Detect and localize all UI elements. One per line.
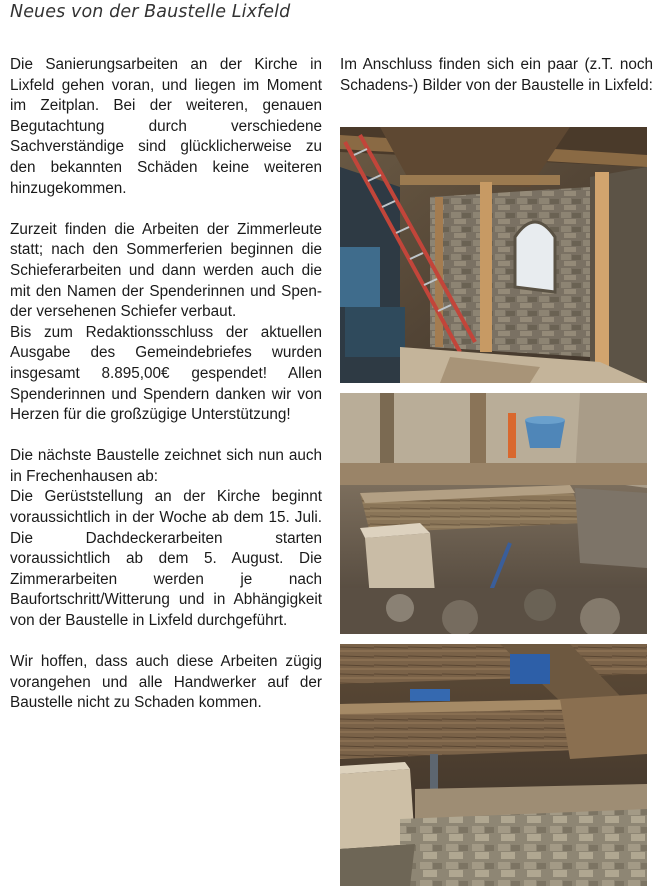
paragraph-donations: Bis zum Redaktionsschluss der aktuellen Ausgabe des Gemeindebriefes wurden insgesamt 8.895,00€ gespendet! Allen Spenderinnen und Spendern danken wir von Herzen für die großzügige Unterstützung! <box>10 323 322 424</box>
paragraph-next-site: Die nächste Baustelle zeichnet sich nun auch in Frechenhausen ab: <box>10 447 322 485</box>
paragraph-carpentry: Zurzeit finden die Arbeiten der Zimmerleute statt; nach den Sommerferien beginnen die Schieferarbeiten und dann werden auch die mit den Namen der Spenderinnen und Spender versehenen Schiefer verbaut. <box>10 220 322 321</box>
construction-photo-roof-timbers <box>340 644 647 886</box>
paragraph-closing: Wir hoffen, dass auch diese Arbeiten zügig vorangehen und alle Handwerker auf der Baustelle nicht zu Schaden kommen. <box>10 653 322 712</box>
paragraph-schedule: Die Gerüststellung an der Kirche beginnt voraussichtlich in der Woche ab dem 15. Juli. Die Dachdeckerarbeiten starten voraussichtlich ab dem 5. August. Die Zimmerarbeiten werden je nach Baufortschritt/Witterung und in Abhängigkeit von der Baustelle in Lixfeld durchgeführt. <box>10 488 322 630</box>
paragraph-progress: Die Sanierungsarbeiten an der Kirche in Lixfeld gehen voran, und liegen im Moment im Zeitplan. Bei der weiteren, genauen Begutachtung durch verschiedene Sachverständige sind glücklicherweise zu den bekannten Schäden keine weiteren hinzugekommen. <box>10 56 322 197</box>
article-left-column <box>10 55 322 735</box>
photos-intro: Im Anschluss finden sich ein paar (z.T. noch Schadens-) Bilder von der Baustelle in Lixfeld: <box>340 56 653 94</box>
page-title: Neues von der Baustelle Lixfeld <box>10 2 291 22</box>
construction-photo-ladder <box>340 127 647 383</box>
construction-photo-beams <box>340 393 647 634</box>
